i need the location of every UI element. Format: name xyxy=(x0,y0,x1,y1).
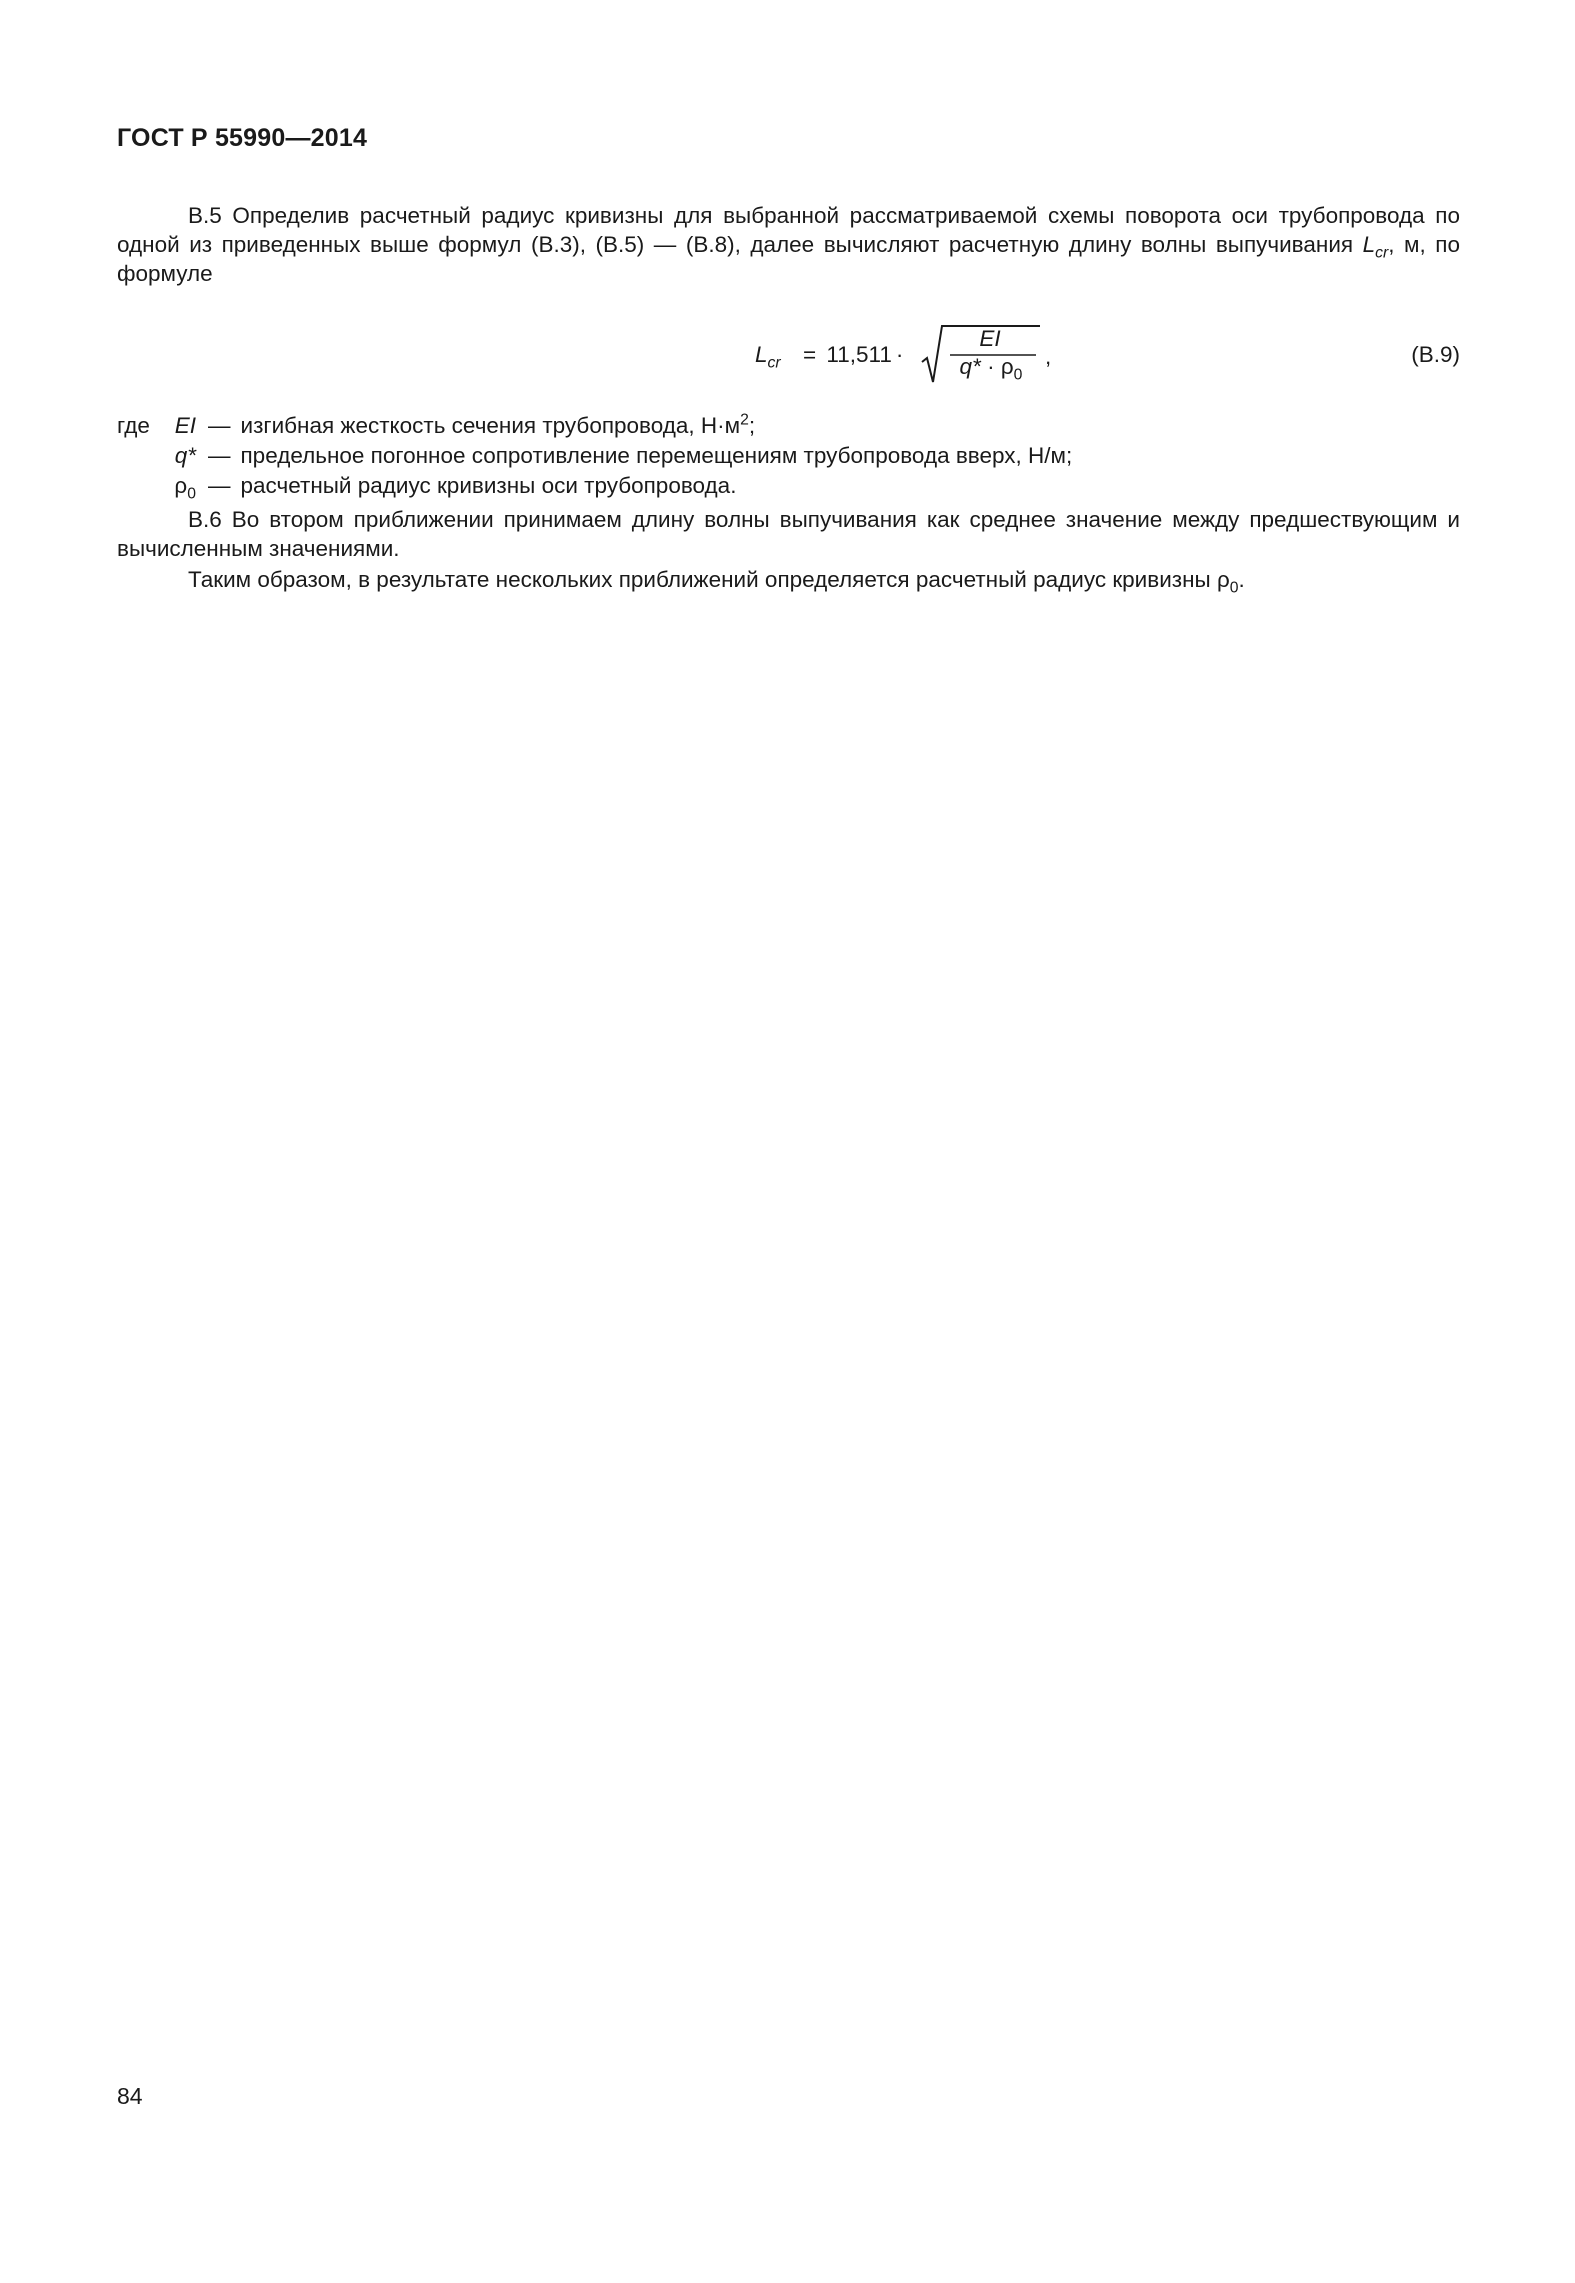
formula-block xyxy=(117,320,1460,384)
formula-trailing-comma: , xyxy=(1045,344,1052,369)
formula-denominator: $q* \cdot \rho_0$ xyxy=(959,354,1023,384)
definition-symbol-rho: $\rho_0$ xyxy=(174,473,196,503)
document-header: ГОСТ Р 55990—2014 xyxy=(117,124,368,152)
definition-symbol-q: q* xyxy=(174,443,196,468)
symbol-rho-subscript: 0 xyxy=(1229,579,1239,597)
paragraph-b5-tail: , м, по формуле xyxy=(117,232,1460,286)
definition-dash: — xyxy=(208,473,231,498)
formula-coefficient: = 11,511 · xyxy=(803,342,904,367)
formula-numerator: EI xyxy=(979,326,1001,351)
definition-row-q xyxy=(117,441,1460,471)
definition-row-rho xyxy=(117,471,1460,501)
paragraph-final-tail: . xyxy=(1238,567,1245,592)
definition-row-ei xyxy=(117,411,1460,441)
paragraph-final xyxy=(117,565,1460,597)
paragraph-b5-text: В.5 Определив расчетный радиус кривизны для выбранной рассматриваемой схемы поворота оси трубопровода по одной из приведенных выше формул (В.3), (В.5) — (В.8), далее вычисляют расчетную длину волны выпучивания xyxy=(117,203,1460,257)
symbol-l: L xyxy=(1362,232,1376,257)
formula-lhs: $L_{cr}$ xyxy=(755,342,781,372)
definition-dash: — xyxy=(208,443,231,468)
paragraph-b5 xyxy=(117,201,1460,288)
definition-prefix: где xyxy=(117,413,150,438)
paragraph-b6 xyxy=(117,505,1460,563)
definition-symbol-ei: EI xyxy=(174,413,196,438)
definition-dash: — xyxy=(208,413,231,438)
symbol-rho: ρ xyxy=(1216,567,1230,592)
symbol-l-subscript: cr xyxy=(1375,244,1389,262)
definition-text-q: предельное погонное сопротивление перемещениям трубопровода вверх, Н/м; xyxy=(240,443,1073,468)
definitions-list xyxy=(117,411,1460,501)
definition-text-rho: расчетный радиус кривизны оси трубопровода. xyxy=(240,473,737,498)
definition-text-ei: изгибная жесткость сечения трубопровода, $Н\cdot м^2$; xyxy=(240,411,756,438)
equation-number: (В.9) xyxy=(1411,342,1460,367)
page-number: 84 xyxy=(117,2083,143,2109)
paragraph-b6-text: В.6 Во втором приближении принимаем длину волны выпучивания как среднее значение между предшествующим и вычисленным значениями. xyxy=(117,507,1460,561)
paragraph-final-text: Таким образом, в результате нескольких приближений определяется расчетный радиус кривизны xyxy=(188,567,1217,592)
